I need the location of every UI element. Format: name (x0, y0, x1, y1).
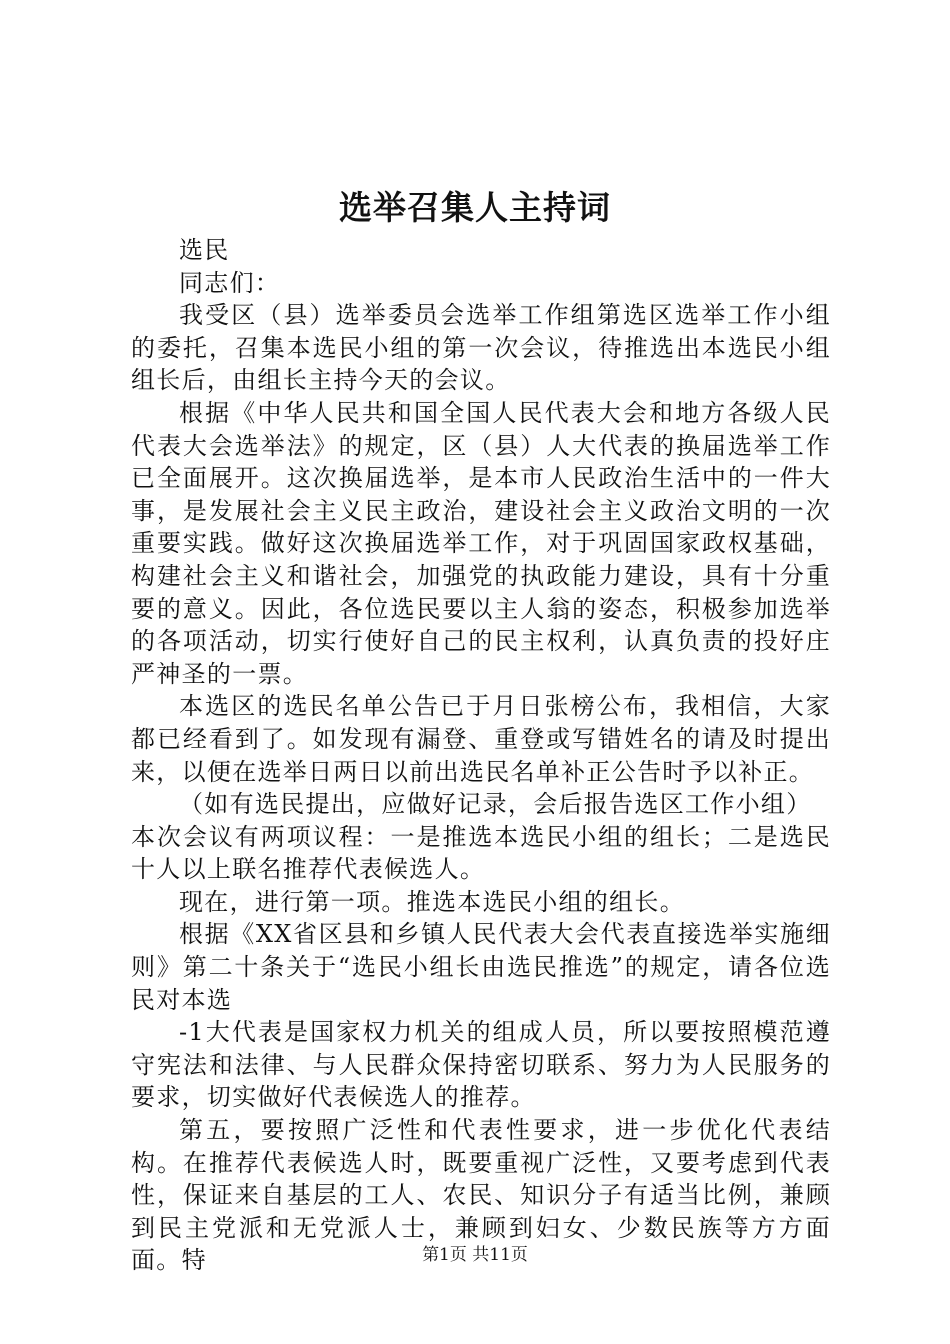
paragraph-note: （如有选民提出，应做好记录，会后报告选区工作小组） (179, 790, 812, 819)
paragraph-agenda: 本次会议有两项议程：一是推选本选民小组的组长；二是选民十人以上联名推荐代表候选人。 (131, 822, 831, 884)
paragraph-regulation: 根据《XX省区县和乡镇人民代表大会代表直接选举实施细则》第二十条关于“选民小组长由选民推选”的规定，请各位选民对本选 (131, 920, 831, 1014)
document-body (131, 234, 831, 1277)
paragraph-representative: -1大代表是国家权力机关的组成人员，所以要按照模范遵守宪法和法律、与人民群众保持密切联系、努力为人民服务的要求，切实做好代表候选人的推荐。 (131, 1018, 831, 1112)
paragraph-fifth: 第五，要按照广泛性和代表性要求，进一步优化代表结构。在推荐代表候选人时，既要重视广泛性，又要考虑到代表性，保证来自基层的工人、农民、知识分子有适当比例，兼顾到民主党派和无党派人士，兼顾到妇女、少数民族等方方面面。特 (131, 1116, 831, 1275)
paragraph-voter-list: 本选区的选民名单公告已于月日张榜公布，我相信，大家都已经看到了。如发现有漏登、重登或写错姓名的请及时提出来，以便在选举日两日以前出选民名单补正公告时予以补正。 (131, 692, 831, 786)
document-title: 选举召集人主持词 (339, 188, 611, 227)
page-number-footer: 第1页 共11页 (422, 1245, 528, 1265)
paragraph-entrustment: 我受区（县）选举委员会选举工作组第选区选举工作小组的委托，召集本选民小组的第一次会议，待推选出本选民小组组长后，由组长主持今天的会议。 (131, 301, 831, 395)
paragraph-first-item: 现在，进行第一项。推选本选民小组的组长。 (179, 887, 685, 916)
salutation-comrades: 同志们： (179, 268, 281, 297)
paragraph-election-law: 根据《中华人民共和国全国人民代表大会和地方各级人民代表大会选举法》的规定，区（县）人大代表的换届选举工作已全面展开。这次换届选举，是本市人民政治生活中的一件大事，是发展社会主义民主政治，建设社会主义政治文明的一次重要实践。做好这次换届选举工作，对于巩固国家政权基础，构建社会主义和谐社会，加强党的执政能力建设，具有十分重要的意义。因此，各位选民要以主人翁的姿态，积极参加选举的各项活动，切实行使好自己的民主权利，认真负责的投好庄严神圣的一票。 (131, 398, 831, 688)
salutation-voters: 选民 (179, 236, 230, 264)
